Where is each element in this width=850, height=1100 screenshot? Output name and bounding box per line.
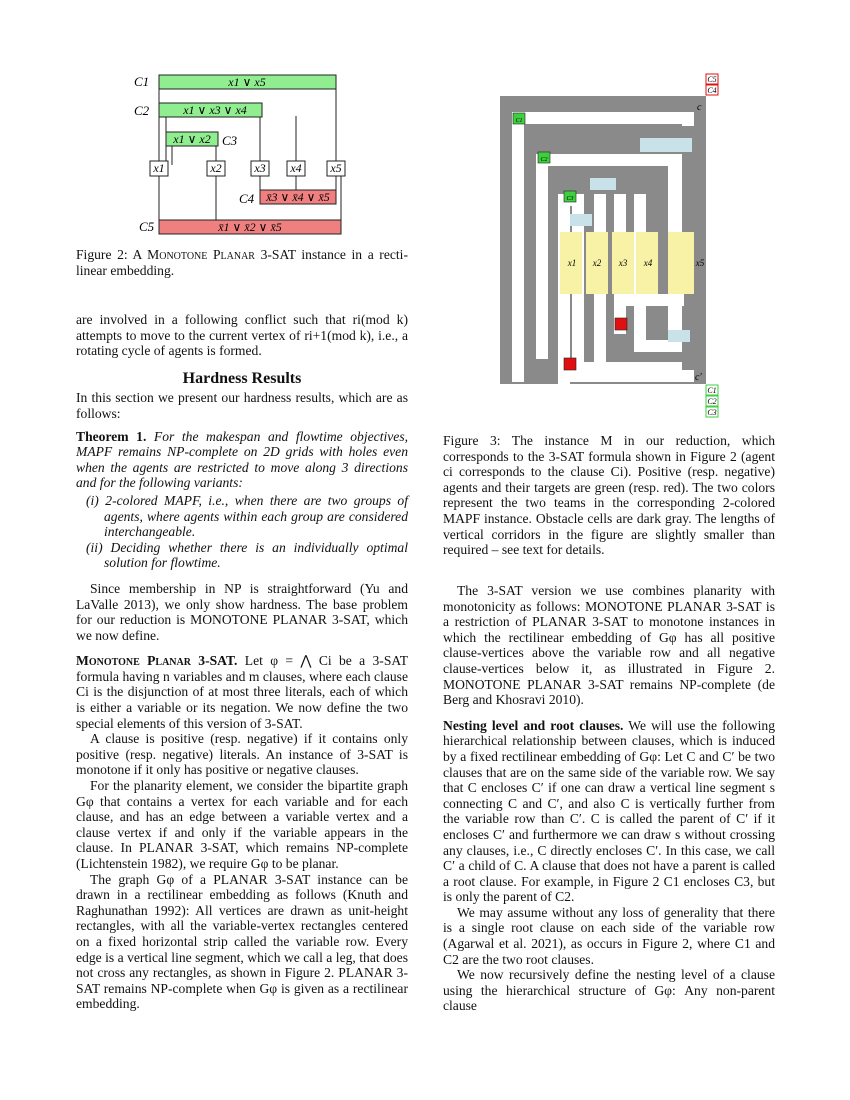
target-red-2	[564, 358, 576, 370]
para-intro: In this section we present our hardness results, which are as follows:	[76, 390, 408, 421]
fig3-var-x2: x2	[592, 258, 602, 268]
c1-formula: x1 ∨ x5	[228, 75, 266, 89]
bottom-box-c2: C2	[707, 397, 717, 406]
label-c1: C1	[134, 74, 150, 89]
para-clause: A clause is positive (resp. negative) if it contains only positive (resp. negative) literals. An instance of 3-SAT is monotone if it only has positive or negative clauses.	[76, 731, 408, 778]
top-box-c5: C5	[707, 75, 717, 84]
left-column	[76, 312, 408, 1012]
figure-2	[128, 68, 358, 238]
var-x4: x4	[290, 161, 302, 175]
bottom-box-c3: C3	[707, 408, 717, 417]
para-assume: We may assume without any loss of generality that there is a single root clause on each side of the variable row (Agarwal et al. 2021), as occurs in Figure 2, where C1 and C2 are the two root clauses.	[443, 904, 775, 967]
var-x2: x2	[210, 161, 222, 175]
fig3-var-x5: x5	[695, 258, 705, 268]
label-c-prime: c′	[695, 372, 702, 383]
c5-formula: x̄1 ∨ x̄2 ∨ x̄5	[218, 220, 282, 234]
para-nesting: Nesting level and root clauses. We will use the following hierarchical relationship between clauses, which is induced by a fixed rectilinear embedding of Gφ: Let C and C′ be two clauses that are on the same side of the variable row. We say that C encloses C′ if one can draw a vertical line segment s connecting C and C′, and also C is vertically further from the variable row than C′. C is called the parent of C′ if it encloses C′ and furthermore we can draw s without crossing any clauses, i.e., C directly encloses C′. In this case, we call C′ a child of C. A clause that does not have a parent is called a root clause. For example, in Figure 2 C1 encloses C3, but is only the parent of C2.	[443, 717, 775, 905]
svg-text:C1: C1	[515, 118, 523, 124]
target-red-1	[615, 318, 627, 330]
label-c3: C3	[222, 133, 238, 148]
var-band-x5	[668, 232, 694, 294]
label-c: c	[697, 102, 702, 113]
figure-3	[500, 72, 722, 424]
para-np: Since membership in NP is straightforward (Yu and LaValle 2013), we only show hardness. The base problem for our reduction is MONOTONE PLANAR 3-SAT, which we now define.	[76, 580, 408, 643]
right-column	[443, 583, 775, 1014]
para-version: The 3-SAT version we use combines planarity with monotonicity as follows: MONOTONE PLANAR 3-SAT is a restriction of PLANAR 3-SAT to monotone instances in which the rectilinear embedding of Gφ has all positive clause-vertices above the variable row and all negative clause-vertices below it, as illustrated in Figure 2. MONOTONE PLANAR 3-SAT remains NP-complete (de Berg and Khosravi 2010).	[443, 583, 775, 708]
c3-formula: x1 ∨ x2	[173, 132, 211, 146]
bottom-box-c1: C1	[707, 386, 717, 395]
fig3-var-x4: x4	[643, 258, 653, 268]
figure-3-caption: Figure 3: The instance M in our reduction, which corresponds to the 3-SAT formula shown in Figure 2 (agent ci corresponds to the clause Ci). Positive (resp. negative) agents and their targets are green (resp. red). The two colors represent the two teams in the corresponding 2-colored MAPF instance. Obstacle cells are dark gray. The lengths of vertical corridors in the figure are slightly smaller than required – see text for details.	[443, 433, 775, 558]
svg-text:C2: C2	[540, 157, 548, 163]
svg-text:C3: C3	[566, 196, 574, 202]
theorem-item-2: (ii) Deciding whether there is an individually optimal solution for flowtime.	[86, 539, 408, 571]
c2-formula: x1 ∨ x3 ∨ x4	[183, 103, 247, 117]
theorem-1: Theorem 1. For the makespan and flowtime objectives, MAPF remains NP-complete on 2D grids with holes even when the agents are restricted to move along 3 directions and for the following variants: (i) 2-colored MAPF, i.e., when there are two groups of agents, where agents within each group are considered interchangeable. (ii) Deciding whether there is an individually optimal solution for flowtime.	[76, 428, 409, 571]
label-c2: C2	[134, 103, 150, 118]
label-c4: C4	[239, 191, 255, 206]
para-mp3sat: Monotone Planar 3-SAT. Let φ = ⋀ Ci be a 3-SAT formula having n variables and m clauses, where each clause Ci is the disjunction of at most three literals, each of which is either a variable or its negation. We now define the two special elements of this version of 3-SAT.	[76, 653, 409, 731]
c4-formula: x̄3 ∨ x̄4 ∨ x̄5	[266, 190, 330, 204]
label-c5: C5	[139, 219, 155, 234]
figure-2-caption: Figure 2: A Monotone Planar 3-SAT instance in a recti-linear embedding.	[76, 247, 408, 278]
var-x5: x5	[330, 161, 342, 175]
theorem-item-1: (i) 2-colored MAPF, i.e., when there are two groups of agents, where agents within each group are considered interchangeable.	[86, 492, 408, 540]
para-recursive: We now recursively define the nesting level of a clause using the hierarchical structure of Gφ: Any non-parent clause	[443, 967, 775, 1014]
para-planarity: For the planarity element, we consider the bipartite graph Gφ that contains a vertex for each variable and for each clause, and has an edge between a variable vertex and a clause vertex if and only if the variable appears in the clause. In PLANAR 3-SAT, which remains NP-complete (Lichtenstein 1982), we require Gφ to be planar.	[76, 778, 408, 871]
section-heading: Hardness Results	[182, 369, 302, 387]
para-conflict: are involved in a following conflict such that ri(mod k) attempts to move to the current vertex of ri+1(mod k), i.e., a rotating cycle of agents is formed.	[76, 312, 408, 359]
fig3-var-x1: x1	[567, 258, 577, 268]
top-box-c4: C4	[707, 86, 717, 95]
var-x1: x1	[153, 161, 165, 175]
fig3-var-x3: x3	[618, 258, 628, 268]
para-graph: The graph Gφ of a PLANAR 3-SAT instance can be drawn in a rectilinear embedding as follows (Knuth and Raghunathan 1992): All vertices are drawn as unit-height rectangles, with all the variable-vertex rectangles centered on a fixed horizontal strip called the variable row. Every edge is a vertical line segment, which we call a leg, that does not cross any rectangles, as shown in Figure 2. PLANAR 3-SAT remains NP-complete when Gφ is given as a rectilinear embedding.	[76, 871, 408, 1012]
var-x3: x3	[254, 161, 266, 175]
